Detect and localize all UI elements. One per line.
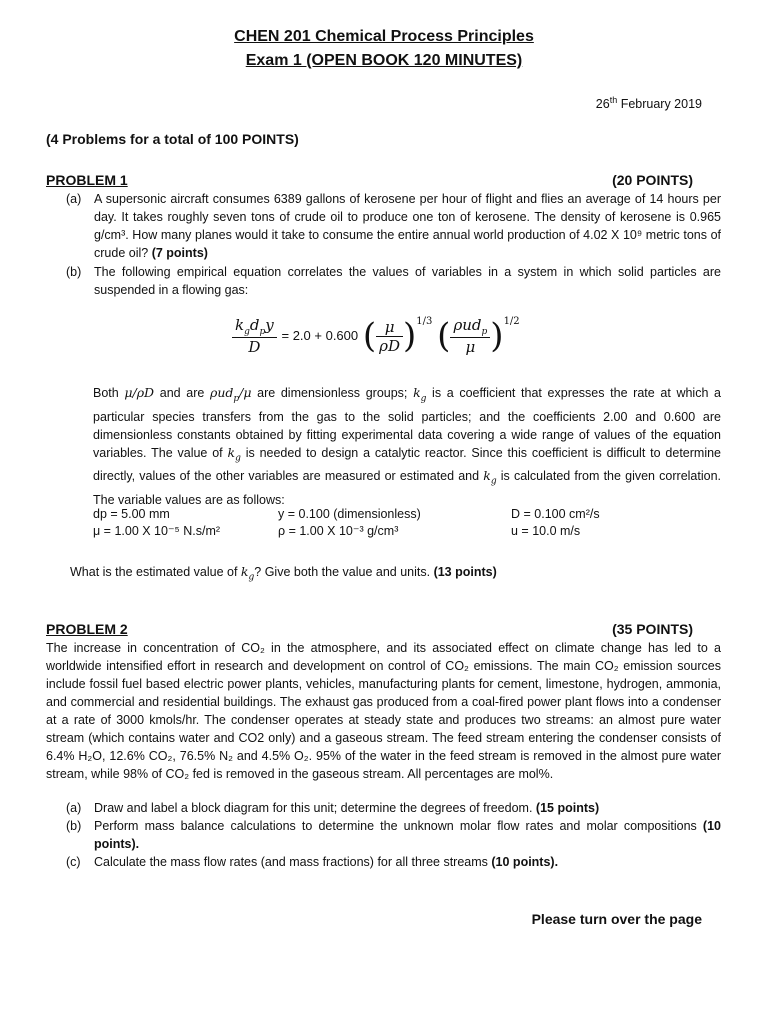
problem2-body: The increase in concentration of CO₂ in the atmosphere, and its associated effect on climate change has led to a worldwide intensified effort in research and development on control of CO₂ emissions. The main CO₂ emission sources include fossil fuel based electric power plants, vehicles, manufacturing plants for cement, limestone, hydrogen, ammonia, and commercial and residential buildings. The exhaust gas produced from a coal-fired power plant flows into a condenser at a rate of 3000 kmols/hr. The condenser operates at steady state and produces two streams: an almost pure water stream (which contains water and CO2 only) and a gaseous stream. The feed stream entering the condenser consists of 6.4% H₂O, 12.6% CO₂, 76.5% N₂ and 4.5% O₂. 95% of the water in the feed stream is removed in the almost pure water stream, while 98% of CO₂ fed is removed in the gaseous stream. All percentages are mol%.: [46, 641, 721, 781]
problem1-explanation: [93, 384, 721, 509]
date-suffix: th: [609, 95, 618, 105]
kg-symbol-2: $k_g$: [483, 468, 497, 487]
problem1-header: [46, 172, 693, 188]
date-day: 26: [595, 97, 610, 112]
problem2-a-text: [94, 799, 721, 817]
explain-seg-10: is a coefficient that expresses the rate at which a particular species transfers from the gas to the solid particles; and the coefficients 2.00 and 0.600 are dimensionless constants obtained by fitting experimental data covering a wide range of values of the equation variables. The value of: [93, 386, 722, 460]
problem2-c-body: Calculate the mass flow rates (and mass fractions) for all three streams: [94, 855, 488, 869]
problem1-b-text: The following empirical equation correlates the values of variables in a system in which solid particles are suspended in a flowing gas:: [94, 265, 721, 297]
problem1-a-points: (7 points): [151, 246, 208, 260]
explain-seg-2: μ/ρD: [124, 385, 155, 400]
explain-seg-9: g: [420, 393, 427, 404]
problem1-a-body: A supersonic aircraft consumes 6389 gallons of kerosene per hour of flight and flies an average of 14 hours per day. It takes roughly seven tons of crude oil to produce one ton of kerosene. The density of kerosene is 0.965 g/cm³. How many planes would it take to consume the entire annual world production of 4.02 X 10⁹ metric tons of crude oil?: [94, 192, 721, 260]
problem1-question: [70, 563, 720, 587]
term1-exponent: 1/3: [416, 316, 433, 327]
problem1-a-label: (a): [66, 192, 82, 206]
var-dp: dp = 5.00 mm: [93, 507, 170, 521]
equation-lhs-numerator: $k_gd_py$: [232, 316, 277, 338]
exam-course-title: CHEN 201 Chemical Process Principles: [234, 28, 534, 45]
var-rho: ρ = 1.00 X 10⁻³ g/cm³: [278, 524, 399, 538]
term2-numerator: ρud$_p$: [450, 316, 490, 338]
variable-values: [0, 506, 768, 546]
paren-close-2: ): [490, 316, 504, 356]
problem1-part-a: [66, 190, 721, 262]
explain-seg-4: ρud: [209, 385, 234, 400]
problem2-c-label: (c): [66, 855, 81, 869]
equation-lhs: [232, 316, 277, 356]
question-points: (13 points): [433, 565, 497, 579]
date-rest: February 2019: [617, 97, 702, 112]
turn-over-note: Please turn over the page: [531, 911, 702, 927]
term1-numerator: μ: [376, 318, 403, 337]
explain-seg-11: is needed to design a catalytic reactor. Since this coefficient is difficult to determine directly, values of the other variables are measured or estimated and: [93, 445, 721, 483]
explain-seg-5: p: [233, 393, 240, 404]
problem2-a-label: (a): [66, 801, 82, 815]
problem2-part-a: [66, 799, 721, 817]
exam-date: [596, 95, 702, 111]
problem1-points: (20 POINTS): [612, 172, 693, 188]
question-seg-2: ? Give both the value and units.: [254, 565, 431, 579]
problem2-header: [46, 621, 693, 637]
equation-lhs-denominator: D: [248, 338, 261, 356]
paren-open-1: (: [362, 316, 377, 356]
explain-seg-8: k: [413, 385, 421, 400]
var-y: y = 0.100 (dimensionless): [278, 507, 421, 521]
problem1-b-label: (b): [66, 265, 82, 279]
problem2-b-label: (b): [66, 819, 82, 833]
problem2-c-text: [94, 853, 721, 871]
explain-seg-12: is calculated from the given correlation. The variable values are as follows:: [93, 469, 722, 507]
explain-seg-1: Both: [93, 386, 125, 400]
explain-seg-6: /μ: [239, 385, 252, 400]
term1-denominator: ρD: [379, 336, 401, 355]
var-u: u = 10.0 m/s: [511, 524, 581, 538]
problem2-part-b: [66, 817, 721, 853]
equation-term2: [450, 316, 490, 356]
kg-symbol-1: $k_g$: [227, 444, 241, 463]
problem2-b-body: Perform mass balance calculations to determine the unknown molar flow rates and molar compositions: [94, 819, 697, 833]
problem2-points: (35 POINTS): [612, 621, 693, 637]
equation-constant: = 2.0 + 0.600: [281, 328, 359, 343]
var-mu: μ = 1.00 X 10⁻⁵ N.s/m²: [93, 524, 221, 538]
exam-subtitle: Exam 1 (OPEN BOOK 120 MINUTES): [245, 52, 523, 69]
paren-close-1: ): [403, 316, 417, 356]
problem2-b-text: [94, 817, 721, 853]
problem2-part-c: [66, 853, 721, 871]
paren-open-2: (: [437, 316, 451, 356]
question-seg-1: What is the estimated value of: [70, 565, 241, 579]
problem2-title: PROBLEM 2: [46, 621, 128, 637]
problem2-a-points: (15 points): [535, 801, 600, 815]
kg-symbol-3: $k_g$: [240, 564, 255, 583]
var-D: D = 0.100 cm²/s: [511, 507, 600, 521]
explain-seg-7: are dimensionless groups;: [251, 386, 414, 400]
correlation-equation: [232, 316, 562, 356]
problem2-c-points: (10 points).: [491, 855, 559, 869]
problem2-b-points: (10 points).: [94, 819, 721, 851]
explain-seg-3: and are: [154, 386, 210, 400]
term2-exponent: 1/2: [503, 316, 520, 327]
term2-denominator: μ: [465, 338, 476, 356]
problem1-title: PROBLEM 1: [46, 172, 128, 188]
equation-term1: [376, 318, 403, 355]
problem1-part-b: [66, 263, 721, 299]
problem1-a-text: [94, 190, 721, 262]
problem2-a-body: Draw and label a block diagram for this unit; determine the degrees of freedom.: [94, 801, 533, 815]
exam-totals: (4 Problems for a total of 100 POINTS): [46, 131, 299, 147]
